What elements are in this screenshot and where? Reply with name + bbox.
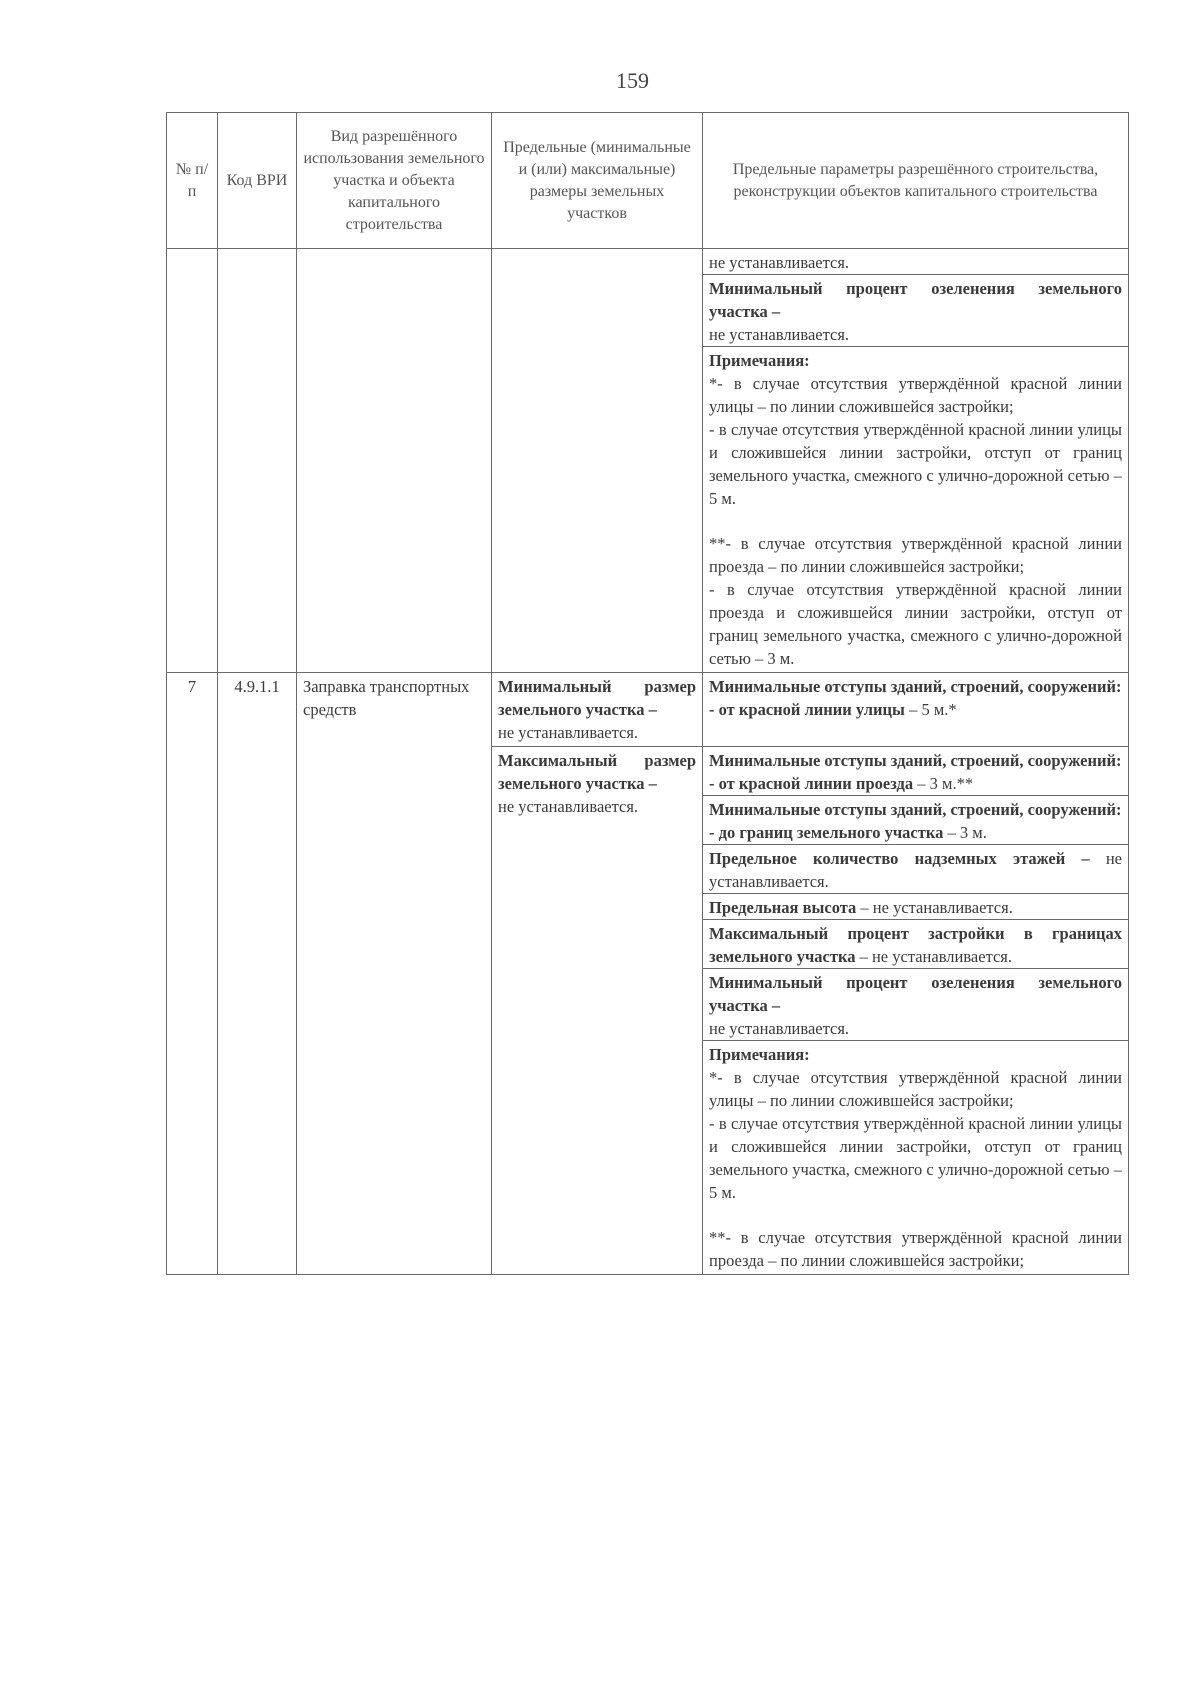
row7-param-coverage: Максимальный процент застройки в границах земельного участка – не устанавливается. — [703, 920, 1129, 969]
row7-type: Заправка транспортных средств — [297, 673, 492, 1275]
row7-param-2: Минимальные отступы зданий, строений, сооружений: - от красной линии проезда – 3 м.** — [703, 747, 1129, 796]
row7-param-greening: Минимальный процент озеленения земельного участка – не устанавливается. — [703, 969, 1129, 1041]
row7-max-size: Максимальный размер земельного участка – не устанавливается. — [492, 747, 703, 1275]
cont-param-greening: Минимальный процент озеленения земельного участка – не устанавливается. — [703, 275, 1129, 347]
header-code: Код ВРИ — [218, 113, 297, 249]
header-type: Вид разрешённого использования земельного участка и объекта капитального строительства — [297, 113, 492, 249]
row7-param-3: Минимальные отступы зданий, строений, сооружений: - до границ земельного участка – 3 м. — [703, 796, 1129, 845]
header-params: Предельные параметры разрешённого строительства, реконструкции объектов капитального строительства — [703, 113, 1129, 249]
row7-param-1: Минимальные отступы зданий, строений, сооружений: - от красной линии улицы – 5 м.* — [703, 673, 1129, 747]
header-sizes: Предельные (минимальные и (или) максимальные) размеры земельных участков — [492, 113, 703, 249]
row7-param-floors: Предельное количество надземных этажей – не устанавливается. — [703, 845, 1129, 894]
table-row — [167, 249, 1129, 275]
cont-param-1: не устанавливается. — [703, 249, 1129, 275]
table-row — [167, 673, 1129, 747]
page-number: 159 — [616, 68, 649, 93]
row7-param-height: Предельная высота – не устанавливается. — [703, 894, 1129, 920]
header-num: № п/п — [167, 113, 218, 249]
table-header-row — [167, 113, 1129, 249]
cont-notes: Примечания: *- в случае отсутствия утверждённой красной линии улицы – по линии сложившейся застройки; - в случае отсутствия утверждённой красной линии улицы и сложившейся линии застройки, отступ от границ земельного участка, смежного с улично-дорожной сетью – 5 м. **- в случае отсутствия утверждённой красной линии проезда – по линии сложившейся застройки; - в случае отсутствия утверждённой красной линии проезда и сложившейся линии застройки, отступ от границ земельного участка, смежного с улично-дорожной сетью – 3 м. — [703, 347, 1129, 673]
row7-min-size: Минимальный размер земельного участка – не устанавливается. — [492, 673, 703, 747]
row7-notes: Примечания: *- в случае отсутствия утверждённой красной линии улицы – по линии сложившейся застройки; - в случае отсутствия утверждённой красной линии улицы и сложившейся линии застройки, отступ от границ земельного участка, смежного с улично-дорожной сетью – 5 м. **- в случае отсутствия утверждённой красной линии проезда – по линии сложившейся застройки; — [703, 1041, 1129, 1275]
regulations-table — [166, 112, 1129, 1275]
row7-num: 7 — [167, 673, 218, 1275]
row7-code: 4.9.1.1 — [218, 673, 297, 1275]
